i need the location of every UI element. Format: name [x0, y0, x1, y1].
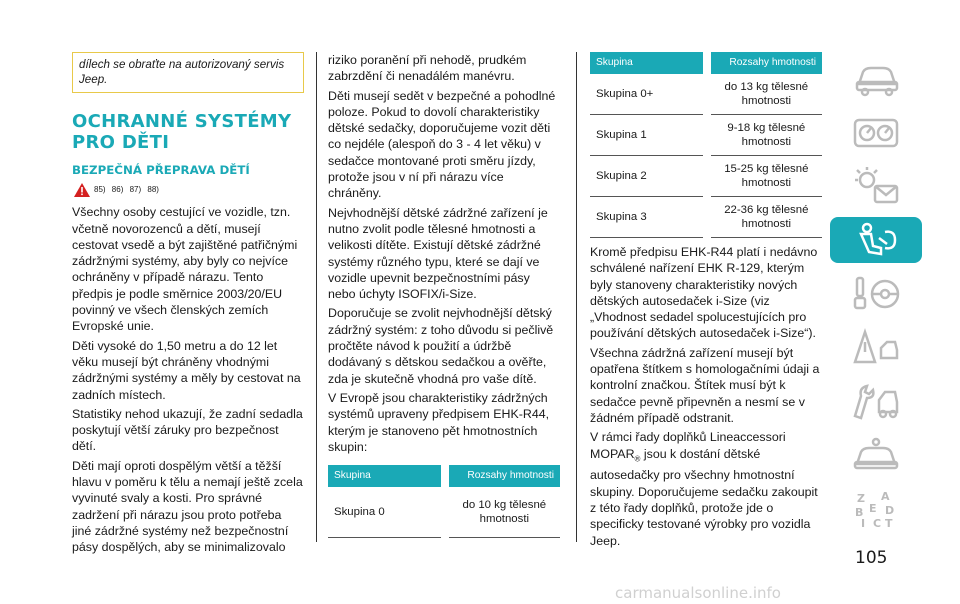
chapter-tab-starting[interactable]: [830, 271, 922, 317]
warning-ref: 88): [147, 185, 159, 194]
cell-weight: 15-25 kg tělesné hmotnosti: [711, 156, 822, 197]
weight-group-table: [590, 52, 822, 238]
column-divider: [576, 52, 577, 542]
chapter-tab-emergency[interactable]: [830, 325, 922, 371]
svg-text:C: C: [873, 517, 882, 530]
paragraph: riziko poranění při nehodě, prudkém zabrzdění či nenadálém manévru.: [328, 53, 527, 84]
page-number: 105: [855, 548, 888, 568]
dashboard-icon: [851, 112, 901, 152]
paragraph: Děti mají oproti dospělým větší a těžší hlavu v poměru k tělu a nemají ještě zcela vyvinuté svaly a kosti. Pro správné zadržení při nárazu jsou proto potřeba jiné zádržné systémy než bezpečnostní pásy dospělých, aby se minimalizovalo: [72, 458, 303, 555]
cell-weight: 22-36 kg tělesné hmotnosti: [711, 197, 822, 238]
warning-ref: 85): [94, 185, 106, 194]
weight-group-table: [328, 465, 560, 538]
svg-text:B: B: [855, 506, 864, 519]
note-text: dílech se obraťte na autorizovaný servis Jeep.: [79, 58, 285, 86]
paragraph: Děti vysoké do 1,50 metru a do 12 let věku musejí být chráněny vhodnými zádržnými systémy a měly by cestovat na zadních místech.: [72, 338, 301, 402]
service-wrench-icon: [851, 382, 901, 422]
svg-text:D: D: [885, 504, 895, 517]
note-box: [72, 52, 304, 93]
table-row: [590, 74, 822, 115]
warning-refs: [74, 182, 304, 198]
chapter-tab-lights[interactable]: [830, 163, 922, 209]
column-1: [72, 52, 304, 559]
mopar-text-rest: jsou k dostání dětské autosedačky pro všechny hmotnostní skupiny. Doporučujeme sedačku zakoupit z této řady doplňků, protože jde o specificky testované výrobky pro vozidla Jeep.: [590, 446, 818, 548]
cell-group: Skupina 1: [590, 115, 703, 156]
cell-group: Skupina 3: [590, 197, 703, 238]
paragraph: Všechny osoby cestující ve vozidle, tzn. včetně novorozenců a dětí, musejí cestovat vsedě a být zajištěné patřičnými zádržnými systémy, aby byly co nejvíce ochráněny v případě nárazu. Tento předpis je podle směrnice 2003/20/EU povinný ve všech členských zemích Evropské unie.: [72, 205, 298, 334]
paragraph-mopar: [590, 429, 822, 549]
paragraph: Děti musejí sedět v bezpečné a pohodlné poloze. Pokud to dovolí charakteristiky dětské sedačky, doporučujeme vozit děti co nejdéle (alespoň do 3 - 4 let věku) v sedačce montované proti směru jízdy, protože jsou v ní při nárazu více chráněny.: [328, 88, 556, 201]
car-tech-icon: [851, 436, 901, 476]
warning-ref: 86): [111, 185, 124, 194]
chapter-tab-technical[interactable]: [830, 433, 922, 479]
svg-text:A: A: [881, 490, 890, 503]
cell-weight: 9-18 kg tělesné hmotnosti: [711, 115, 822, 156]
warning-ref: 87): [129, 185, 142, 194]
svg-text:T: T: [885, 517, 893, 530]
paragraph: Nejvhodnější dětské zádržné zařízení je nutno zvolit podle tělesné hmotnosti a velikosti dítěte. Existují dětské zádržné systémy různého typu, které se dají ve vozidle upevnit bezpečnostními pásy nebo úchyty ISOFIX/i-Size.: [328, 205, 548, 302]
cell-group: Skupina 0+: [590, 74, 703, 115]
table-row: [590, 197, 822, 238]
paragraph: Kromě předpisu EHK-R44 platí i nedávno schválené nařízení EHK R-129, kterým byly stanoveny charakteristiky nových dětských autosedaček i-Size (viz „Vhodnost sedadel spolucestujících pro používání dětských autosedaček i-Size“).: [590, 245, 818, 341]
chapter-sidebar: [830, 55, 930, 541]
header-weight: Rozsahy hmotnosti: [449, 465, 560, 487]
header-weight: Rozsahy hmotnosti: [711, 52, 822, 74]
column-2: [328, 52, 560, 538]
mopar-text: V rámci řady doplňků Lineaccessori MOPAR: [590, 430, 786, 461]
chapter-tab-dashboard[interactable]: [830, 109, 922, 155]
cell-weight: do 13 kg tělesné hmotnosti: [711, 74, 822, 115]
header-group: Skupina: [590, 52, 703, 74]
cell-weight: do 10 kg tělesné hmotnosti: [449, 487, 560, 538]
chapter-tab-service[interactable]: [830, 379, 922, 425]
paragraph: Doporučuje se zvolit nejvhodnější dětský zádržný systém: z toho důvodu si pečlivě pročtěte návod k použití a údržbě dodávaný s dětskou sedačkou a ověřte, zda je skutečně vhodná pro vaše dítě.: [328, 306, 554, 386]
column-3: [590, 52, 822, 552]
svg-text:I: I: [861, 517, 866, 530]
svg-text:Z: Z: [857, 492, 865, 505]
paragraph: Všechna zádržná zařízení musejí být opatřena štítkem s homologačními údaji a kontrolní značkou. Štítek musí být k sedačce pevně připevněn a nesmí se v žádném případě odstranit.: [590, 345, 820, 425]
page-title: OCHRANNÉ SYSTÉMY PRO DĚTI: [72, 111, 292, 153]
index-letters-icon: [851, 490, 901, 530]
lights-mail-icon: [851, 166, 901, 206]
child-seat-airbag-icon: [851, 220, 901, 260]
table-row: [590, 115, 822, 156]
cell-group: Skupina 2: [590, 156, 703, 197]
chapter-tab-car-overview[interactable]: [830, 55, 922, 101]
footer-watermark: carmanualsonline.info: [615, 584, 781, 602]
cell-group: Skupina 0: [328, 487, 441, 538]
chapter-tab-index[interactable]: [830, 487, 922, 533]
paragraph: V Evropě jsou charakteristiky zádržných systémů upraveny předpisem EHK-R44, kterým je stanoveno pět hmotnostních skupin:: [328, 390, 550, 454]
registered-mark: ®: [634, 454, 641, 464]
section-title: BEZPEČNÁ PŘEPRAVA DĚTÍ: [72, 163, 250, 177]
column-divider: [316, 52, 317, 542]
svg-text:E: E: [869, 502, 877, 515]
table-header-row: [590, 52, 822, 74]
table-row: [590, 156, 822, 197]
chapter-tab-safety[interactable]: [830, 217, 922, 263]
steering-icon: [851, 274, 901, 314]
car-overview-icon: [851, 58, 901, 98]
table-row: [328, 487, 560, 538]
header-group: Skupina: [328, 465, 441, 487]
table-header-row: [328, 465, 560, 487]
paragraph: Statistiky nehod ukazují, že zadní sedadla poskytují větší záruky pro bezpečnost dětí.: [72, 406, 303, 454]
roadside-icon: [851, 328, 901, 368]
warning-triangle-icon: [74, 183, 90, 197]
